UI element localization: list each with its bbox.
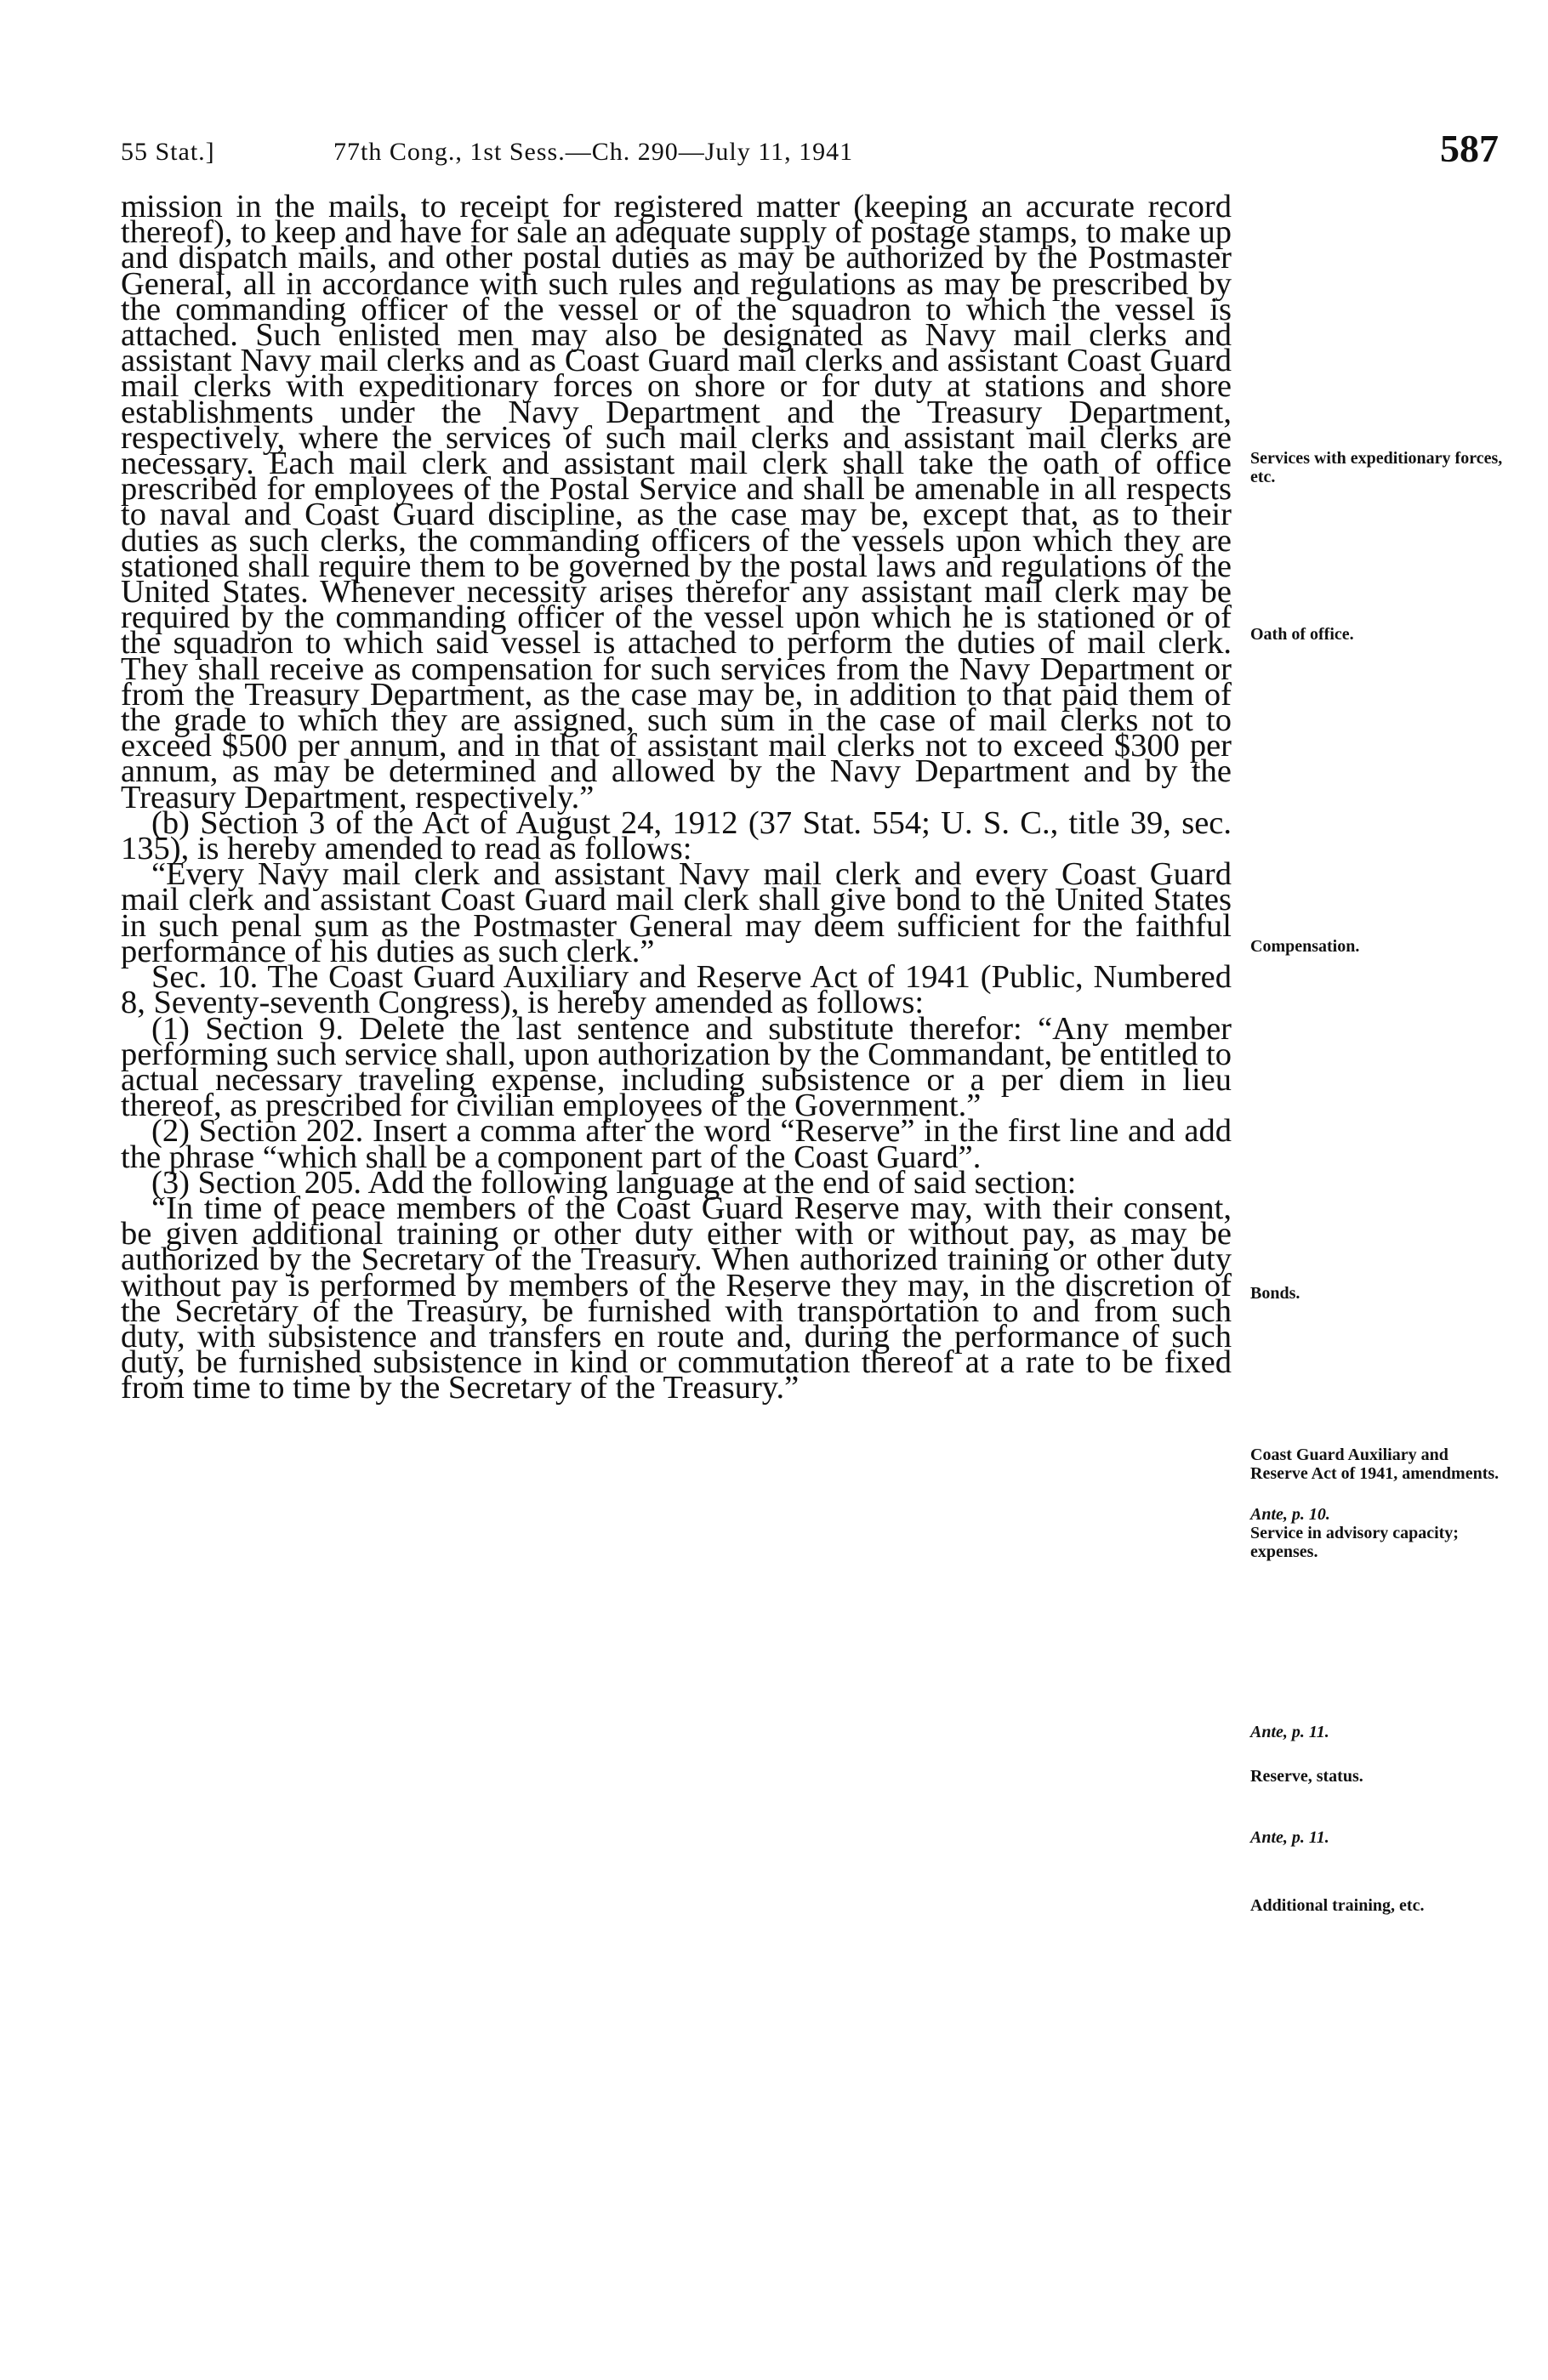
page-number: 587	[1440, 127, 1499, 170]
paragraph-sec-10: Sec. 10. The Coast Guard Auxiliary and Reserve Act of 1941 (Public, Numbered 8, Seventy-seventh Congress), is hereby amended as follows:	[121, 959, 1232, 1021]
margin-note-ante-11b: Ante, p. 11.	[1250, 1828, 1329, 1847]
margin-note-compensation: Compensation.	[1250, 937, 1360, 956]
statute-body	[121, 189, 1232, 1406]
margin-note-ante-10: Ante, p. 10.	[1250, 1505, 1330, 1524]
paragraph-section-202: (2) Section 202. Insert a comma after the word “Reserve” in the first line and add the phrase “which shall be a component part of the Coast Guard”.	[121, 1113, 1232, 1175]
margin-note-cg-act: Coast Guard Auxiliary and Reserve Act of 1941, amendments.	[1250, 1446, 1500, 1483]
margin-note-oath: Oath of office.	[1250, 625, 1354, 644]
paragraph-section-205: (3) Section 205. Add the following language at the end of said section:	[151, 1164, 1077, 1201]
paragraph-mail-clerks: mission in the mails, to receipt for registered matter (keeping an accurate record thereof), to keep and have for sale an adequate supply of postage stamps, to make up and dispatch mails, and other postal duties as may be authorized by the Postmaster General, all in accordance with such rules and regulations as may be prescribed by the commanding officer of the vessel or of the squadron to which the vessel is attached. Such enlisted men may also be designated as Navy mail clerks and assistant Navy mail clerks and as Coast Guard mail clerks and assistant Coast Guard mail clerks with expeditionary forces on shore or for duty at stations and shore establishments under the Navy Department and the Treasury Department, respectively, where the services of such mail clerks and assistant mail clerks are necessary. Each mail clerk and assistant mail clerk shall take the oath of office prescribed for employees of the Postal Service and shall be amenable in all respects to naval and Coast Guard discipline, as the case may be, except that, as to their duties as such clerks, the commanding officers of the vessels upon which they are stationed shall require them to be governed by the postal laws and regulations of the United States. Whenever necessity arises therefor any assistant mail clerk may be required by the commanding officer of the vessel upon which he is stationed or of the squadron to which said vessel is attached to perform the duties of mail clerk. They shall receive as compensation for such services from the Navy Department or from the Treasury Department, as the case may be, in addition to that paid them of the grade to which they are assigned, such sum in the case of mail clerks not to exceed $500 per annum, and in that of assistant mail clerks not to exceed $300 per annum, as may be determined and allowed by the Navy Department and by the Treasury Department, respectively.”	[121, 189, 1232, 815]
paragraph-bond: “Every Navy mail clerk and assistant Navy mail clerk and every Coast Guard mail clerk and assistant Coast Guard mail clerk shall give bond to the United States in such penal sum as the Postmaster General may deem sufficient for the faithful performance of his duties as such clerk.”	[121, 856, 1232, 969]
margin-note-services: Services with expeditionary forces, etc.	[1250, 449, 1503, 486]
margin-note-reserve-status: Reserve, status.	[1250, 1767, 1363, 1786]
margin-note-additional-training: Additional training, etc.	[1250, 1896, 1425, 1915]
margin-note-bonds: Bonds.	[1250, 1284, 1300, 1303]
margin-notes	[1250, 0, 1505, 2380]
margin-note-advisory: Service in advisory capacity; expenses.	[1250, 1524, 1459, 1561]
paragraph-peace-training: “In time of peace members of the Coast Guard Reserve may, with their consent, be given additional training or other duty either with or without pay, as may be authorized by the Secretary of the Treasury. When authorized training or other duty without pay is performed by members of the Reserve they may, in the discretion of the Secretary of the Treasury, be furnished with transportation to and from such duty, with subsistence and transfers en route and, during the performance of such duty, be furnished subsistence in kind or commutation thereof at a rate to be fixed from time to time by the Secretary of the Treasury.”	[121, 1190, 1232, 1406]
margin-note-ante-11a: Ante, p. 11.	[1250, 1723, 1329, 1741]
volume-reference: 55 Stat.]	[121, 138, 215, 166]
running-head: 77th Cong., 1st Sess.—Ch. 290—July 11, 1941	[333, 138, 854, 166]
paragraph-section-3: (b) Section 3 of the Act of August 24, 1912 (37 Stat. 554; U. S. C., title 39, sec. 135), is hereby amended to read as follows:	[121, 804, 1232, 867]
paragraph-section-9: (1) Section 9. Delete the last sentence and substitute therefor: “Any member performing such service shall, upon authorization by the Commandant, be entitled to actual necessary traveling expense, including subsistence or a per diem in lieu thereof, as prescribed for civilian employees of the Government.”	[121, 1010, 1232, 1124]
